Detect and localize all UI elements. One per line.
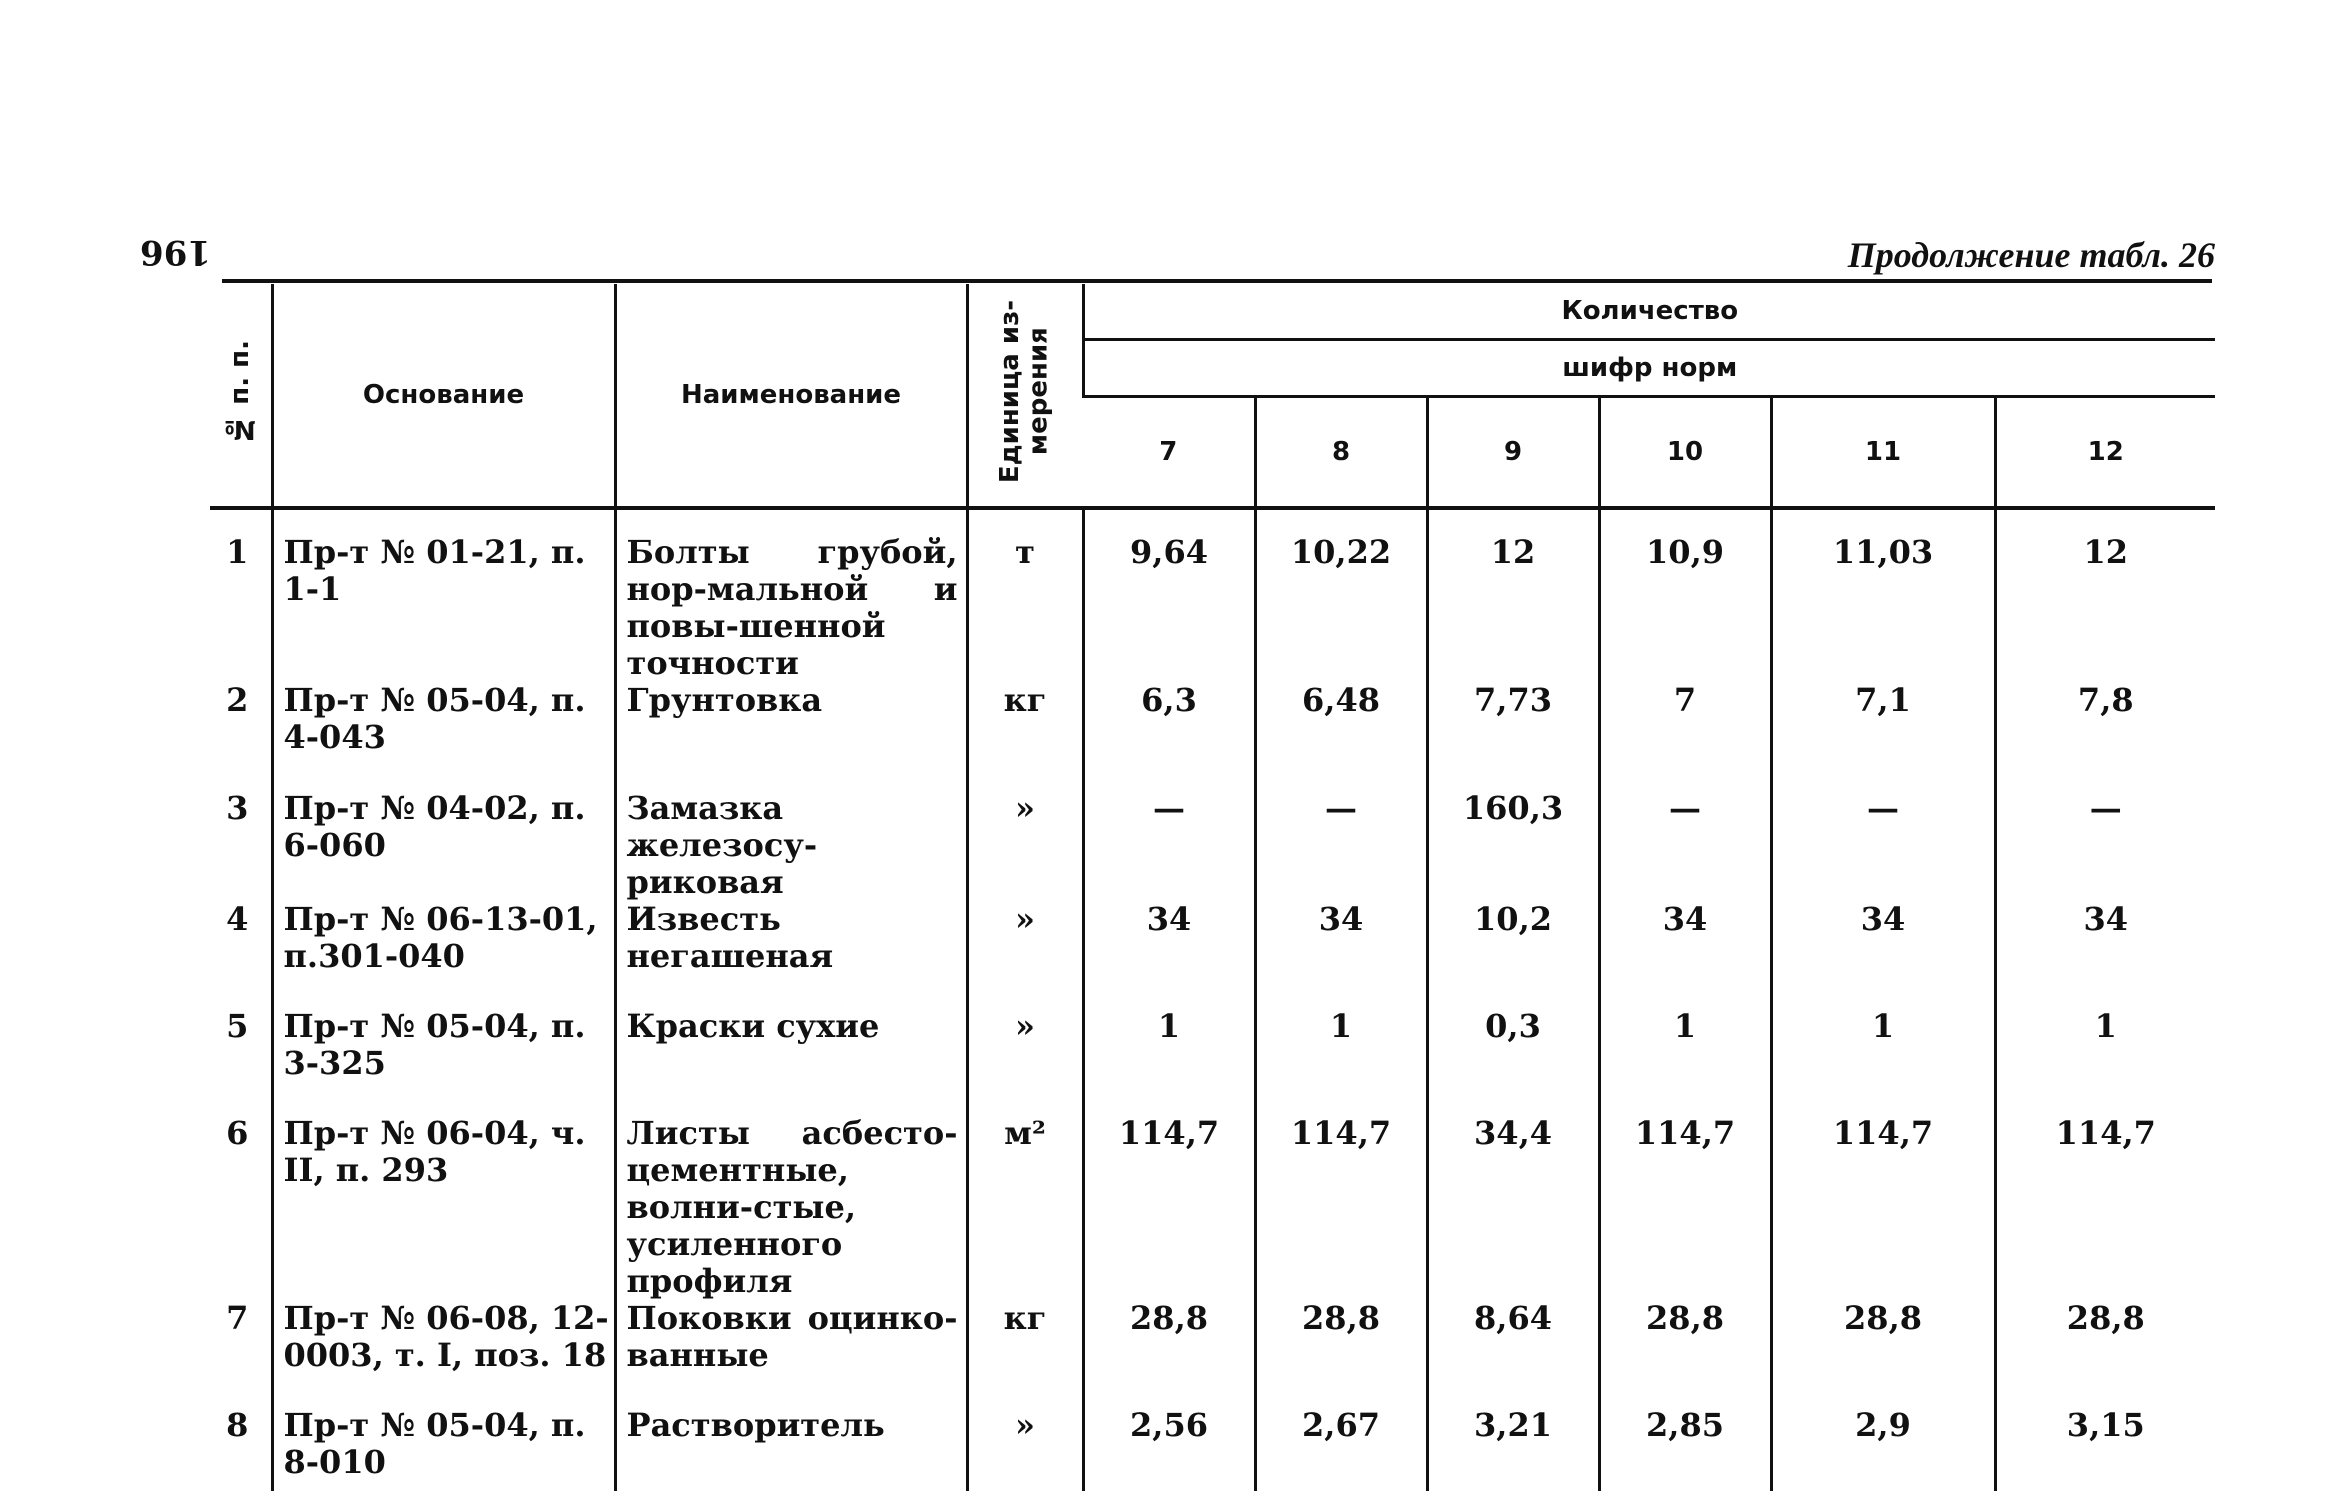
row-value: 3,21 [1427,1407,1599,1491]
row-value: 28,8 [1599,1300,1771,1407]
row-name: Поковки оцинко-ванные [615,1300,967,1407]
header-num-label: № п. п. [224,339,255,444]
table-row [210,1008,2215,1115]
table-row [210,682,2215,790]
table-row [210,901,2215,1008]
row-value: 28,8 [1083,1300,1255,1407]
row-value: 2,56 [1083,1407,1255,1491]
header-unit-label: Единица из- мерения [995,299,1054,484]
row-num: 5 [226,1007,249,1045]
row-value: 114,7 [1771,1115,1995,1300]
header-unit [967,284,1083,508]
norms-table-wrapper [210,284,2215,1491]
row-value: 0,3 [1427,1008,1599,1115]
table-row [210,1300,2215,1407]
header-basis: Основание [272,284,615,508]
page-number: 196 [140,232,211,272]
row-num: 4 [226,900,249,938]
row-value: 10,9 [1599,534,1771,682]
header-num [210,284,272,508]
row-num: 7 [226,1299,249,1337]
row-value: 1 [1599,1008,1771,1115]
row-value: 10,2 [1427,901,1599,1008]
header-col-11: 11 [1771,397,1995,509]
row-basis: Пр-т № 04-02, п. 6-060 [272,790,615,901]
header-name: Наименование [615,284,967,508]
row-value: 114,7 [1995,1115,2215,1300]
header-quantity: Количество [1083,284,2215,340]
row-value: — [1083,790,1255,901]
norms-table [210,284,2215,1491]
row-value: 7,8 [1995,682,2215,790]
row-value: 7,1 [1771,682,1995,790]
row-unit: » [967,1008,1083,1115]
row-basis: Пр-т № 06-04, ч. II, п. 293 [272,1115,615,1300]
row-value: 1 [1771,1008,1995,1115]
row-name: Растворитель [615,1407,967,1491]
row-unit: кг [967,1300,1083,1407]
table-row [210,1407,2215,1491]
table-row [210,534,2215,682]
row-value: 11,03 [1771,534,1995,682]
row-value: 7,73 [1427,682,1599,790]
row-value: 34 [1995,901,2215,1008]
header-col-7: 7 [1083,397,1255,509]
row-value: 9,64 [1083,534,1255,682]
table-row [210,790,2215,901]
top-rule [222,279,2212,283]
row-value: — [1255,790,1427,901]
table-header [210,284,2215,508]
header-col-8: 8 [1255,397,1427,509]
row-value: 34 [1599,901,1771,1008]
row-value: 34 [1255,901,1427,1008]
row-name: Краски сухие [615,1008,967,1115]
row-unit: кг [967,682,1083,790]
row-value: 34 [1771,901,1995,1008]
row-name: Замазка железосу-риковая [615,790,967,901]
row-value: 34,4 [1427,1115,1599,1300]
header-col-9: 9 [1427,397,1599,509]
header-col-10: 10 [1599,397,1771,509]
row-value: — [1995,790,2215,901]
row-unit: » [967,1407,1083,1491]
row-value: — [1599,790,1771,901]
row-value: 28,8 [1255,1300,1427,1407]
row-value: 28,8 [1771,1300,1995,1407]
row-name: Грунтовка [615,682,967,790]
row-value: 114,7 [1255,1115,1427,1300]
row-value: 34 [1083,901,1255,1008]
row-value: 7 [1599,682,1771,790]
row-num: 2 [226,681,249,719]
row-value: 6,48 [1255,682,1427,790]
row-basis: Пр-т № 06-08, 12-0003, т. I, поз. 18 [272,1300,615,1407]
row-value: 8,64 [1427,1300,1599,1407]
row-value: 2,85 [1599,1407,1771,1491]
row-value: 1 [1995,1008,2215,1115]
row-value: 28,8 [1995,1300,2215,1407]
row-basis: Пр-т № 05-04, п. 8-010 [272,1407,615,1491]
row-value: 3,15 [1995,1407,2215,1491]
row-name: Известь негашеная [615,901,967,1008]
row-basis: Пр-т № 06-13-01, п.301-040 [272,901,615,1008]
row-num: 8 [226,1406,249,1444]
row-unit: » [967,790,1083,901]
row-unit: м² [967,1115,1083,1300]
row-name: Листы асбесто-цементные, волни-стые, усиленного профиля [615,1115,967,1300]
row-value: — [1771,790,1995,901]
table-caption: Продолжение табл. 26 [1847,235,2215,275]
row-name: Болты грубой, нор-мальной и повы-шенной точности [615,534,967,682]
row-value: 12 [1427,534,1599,682]
row-basis: Пр-т № 05-04, п. 4-043 [272,682,615,790]
row-num: 6 [226,1114,249,1152]
header-col-12: 12 [1995,397,2215,509]
row-value: 1 [1255,1008,1427,1115]
row-unit: т [967,534,1083,682]
row-value: 6,3 [1083,682,1255,790]
row-num: 3 [226,789,249,827]
row-unit: » [967,901,1083,1008]
row-num: 1 [226,533,249,571]
row-value: 2,9 [1771,1407,1995,1491]
row-value: 10,22 [1255,534,1427,682]
row-value: 114,7 [1083,1115,1255,1300]
row-basis: Пр-т № 05-04, п. 3-325 [272,1008,615,1115]
row-basis: Пр-т № 01-21, п. 1-1 [272,534,615,682]
header-cipher: шифр норм [1083,340,2215,397]
row-value: 1 [1083,1008,1255,1115]
row-value: 160,3 [1427,790,1599,901]
table-row [210,1115,2215,1300]
row-value: 12 [1995,534,2215,682]
row-value: 114,7 [1599,1115,1771,1300]
table-body [210,508,2215,1491]
row-value: 2,67 [1255,1407,1427,1491]
